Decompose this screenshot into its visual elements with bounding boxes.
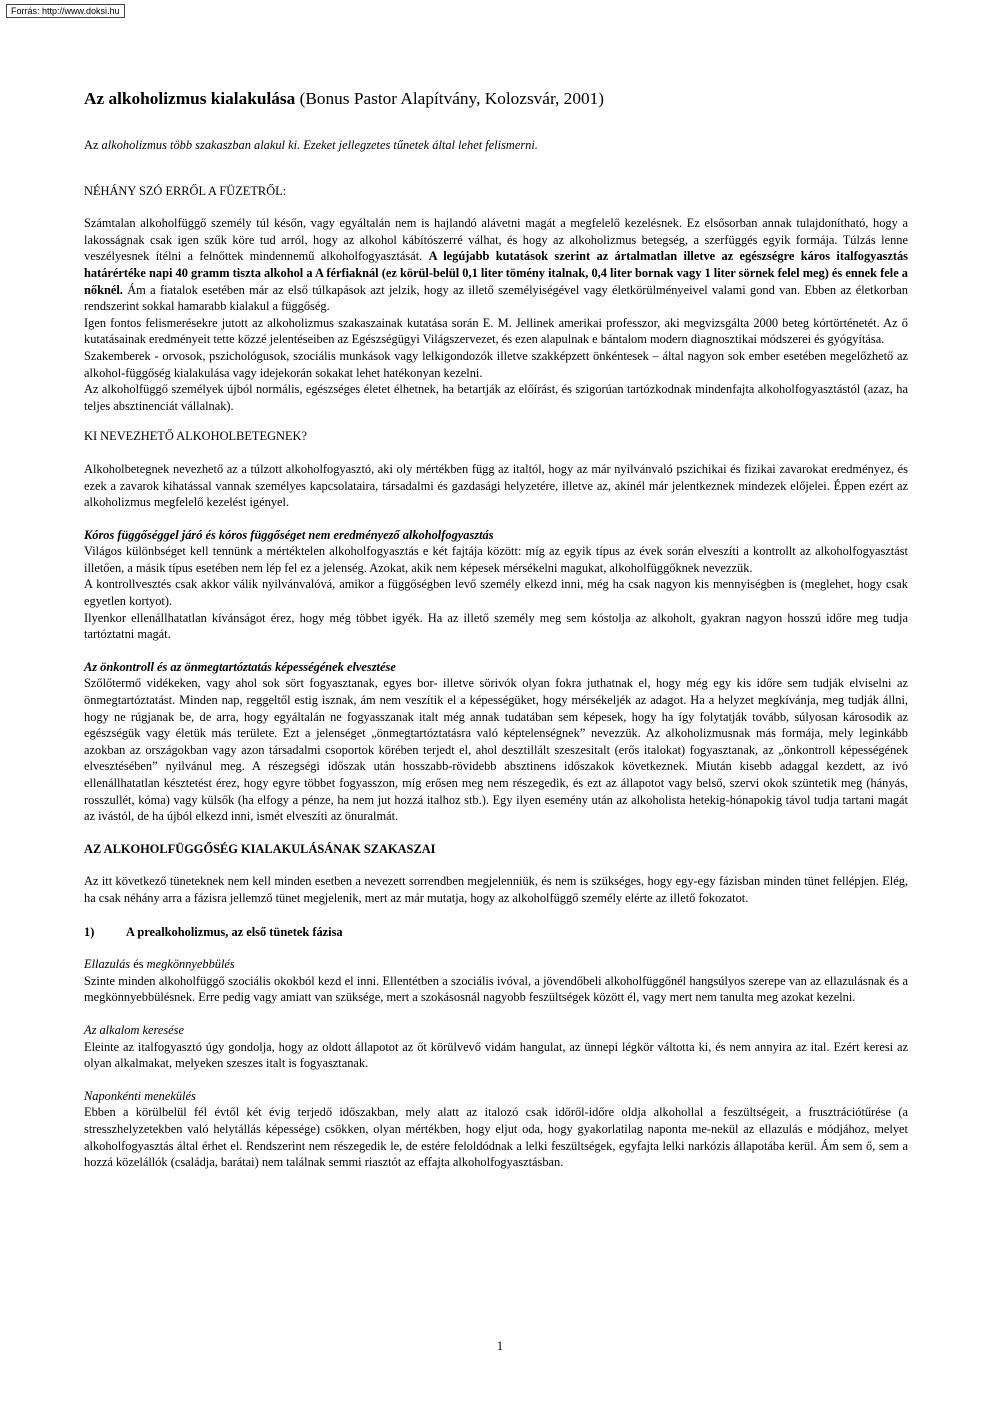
paragraph: Az alkoholfüggő személyek újból normális, egészséges életet élhetnek, ha betartják az előírást, és szigorúan tartózkodnak mindenfajta alkoholfogyasztástól (azaz, ha teljes absztinenciát vállalnak). (84, 382, 908, 413)
paragraph (84, 215, 908, 315)
paragraph: Szinte minden alkoholfüggő szociális okokból kezd el inni. Ellentétben a szociális ivóval, a jövendőbeli alkoholfüggőnél hangsúlyos szerepe van az ellazulásnak és a megkönnyebbülésnek. Erre pedig vagy amiatt van szüksége, mert a szokásosnál nagyobb feszültségek között él, vagy mert nem tanulta meg azokat kezelni. (84, 973, 908, 1005)
phase-title: A prealkoholizmus, az első tünetek fázisa (126, 924, 343, 939)
intro-lead: Az (84, 138, 99, 152)
paragraph: Szakemberek - orvosok, pszichológusok, szociális munkások vagy lelkigondozók illetve szakképzett önkéntesek – által nagyon sok ember esetében megelőzhető az alkohol-függőség kialakulása vagy idejekorán sokakat lehet hatékonyan kezelni. (84, 348, 908, 380)
paragraph-text: Ám a fiatalok esetében már az első túlkapások azt jelzik, hogy az illető személyiségével vagy életkörülményeivel valami gond van. Ebben az életkorban rendszerint sokkal hamarabb kialakul a függőség. (84, 282, 908, 314)
title-main: Az alkoholizmus kialakulása (84, 89, 296, 108)
paragraph: Alkoholbetegnek nevezhető az a túlzott alkoholfogyasztó, aki oly mértékben függ az italtól, hogy az már nyilvánvaló pszichikai és fizikai zavarokat eredményez, és ezek a zavarok kihatással vannak személyes kapcsolataira, társadalmi és gazdasági helyzetére, illetve az, akinél már jelentkeznek mindezek előjelei. Éppen ezért az alkoholizmus megfelelő kezelést igényel. (84, 461, 908, 510)
subheading-relaxation (84, 956, 908, 973)
section-heading-stages: AZ ALKOHOLFÜGGŐSÉG KIALAKULÁSÁNAK SZAKASZAI (84, 841, 436, 856)
paragraph-bold-text: A legújabb kutatások szerint az ártalmatlan illetve az egészségre káros italfogyasztás határértéke napi 40 gramm tiszta alkohol a A férfiaknál (ez körül-belül 0,1 liter tömény italnak, 0,4 liter bornak vagy 1 liter sörnek felel meg) és ennek fele a nőknél. (84, 249, 908, 297)
phase-number: 1) (84, 924, 95, 939)
page-number: 1 (496, 1339, 504, 1353)
paragraph: Igen fontos felismerésekre jutott az alkoholizmus szakaszainak kutatása során E. M. Jellinek amerikai professzor, aki megvizsgálta 2000 beteg kórtörténetét. Az ő kutatásainak eredményeit tette közzé jelentéseiben az Egészségügyi Világszervezet, és ezen alapulnak e bántalom modern diagnosztikai módszerei és gyógyítása. (84, 315, 908, 347)
paragraph: Világos különbséget kell tennünk a mértéktelen alkoholfogyasztás e két fajtája között: míg az egyik típus az évek során elveszíti a kontrollt az alkoholfogyasztást illetően, a másik típus esetében nem lép fel ez a jelenség. Azokat, akik nem képesek mérsékelni magukat, alkoholfüggőknek nevezzük. (84, 544, 908, 575)
paragraph: Eleinte az italfogyasztó úgy gondolja, hogy az oldott állapotot az őt körülvevő vidám hangulat, az ünnepi légkör váltotta ki, és nem annyira az ital. Ezért keresi az olyan alkalmakat, melyeken szeszes italt is fogyasztanak. (84, 1039, 908, 1071)
paragraph-text: Számtalan alkoholfüggő személy túl későn, vagy egyáltalán nem is hajlandó alávetni magát a megfelelő kezelésnek. Ez elsősorban annak tulajdonítható, hogy a lakosságnak csak igen szűk köre tud arról, hogy az alkohol kábítószerré válhat, és hogy az alkoholizmus betegség, a szerfüggés egyik formája. Túlzás lenne veszélyesnek ítélni a felnőttek mindennemű alkoholfogyasztását. (84, 216, 908, 264)
subheading-daily-escape: Naponkénti menekülés (84, 1088, 196, 1103)
paragraph: Ebben a körülbelül fél évtől két évig terjedő időszakban, mely alatt az italozó csak időről-időre oldja alkohollal a feszültségeit, a frusztrációtűrése (a stresszhelyzetekben való helytállás képessége) csökken, olyan mértékben, hogy eljut oda, hogy gyakorlatilag naponta me-nekül az ellazulás e módjához, melyet alkoholfogyasztás által érhet el. Rendszerint nem részegedik le, de estére feloldódnak a lelki feszültségek, egyfajta lelki narkózis állapotába kerül. Ám sem ő, sem a hozzá közelállók (családja, barátai) nem találnak semmi riasztót az effajta alkoholfogyasztásban. (84, 1105, 908, 1170)
subheading-occasion: Az alkalom keresése (84, 1022, 185, 1037)
title-subtitle: (Bonus Pastor Alapítvány, Kolozsvár, 2001) (295, 89, 604, 108)
paragraph: A kontrollvesztés csak akkor válik nyilvánvalóvá, amikor a függőségben levő személy elkezd inni, még ha csak nagyon kis mennyiségben is (meglehet, hogy csak egyetlen kortyot). (84, 577, 908, 609)
paragraph: Ilyenkor ellenállhatatlan kívánságot érez, hogy még többet igyék. Ha az illető személy meg sem kóstolja az alkoholt, gyakran nagyon hosszú időre meg tudja tartóztatni magát. (84, 610, 908, 642)
subheading-part: megkönnyebbülés (146, 957, 235, 972)
source-label: Forrás: http://www.doksi.hu (6, 4, 125, 18)
subheading-conjunction: és (130, 957, 147, 972)
section-heading-about: NÉHÁNY SZÓ ERRŐL A FÜZETRŐL: (84, 183, 287, 198)
section-heading-alcoholic: KI NEVEZHETŐ ALKOHOLBETEGNEK? (84, 429, 307, 444)
paragraph: Az itt következő tüneteknek nem kell minden esetben a nevezett sorrendben megjelenniük, és nem is szükséges, hogy egy-egy fázisban minden tünet fellépjen. Elég, ha csak néhány arra a fázisra jellemző tünet megjelenik, mert az már mutatja, hogy az alkoholfüggő személy elérte az illető fokozatot. (84, 874, 908, 905)
subheading-dependency: Kóros függőséggel járó és kóros függőséget nem eredményező alkoholfogyasztás (84, 527, 494, 542)
subheading-self-control: Az önkontroll és az önmegtartóztatás képességének elvesztése (84, 659, 396, 674)
document-title (84, 88, 908, 110)
subheading-part: Ellazulás (84, 957, 131, 972)
paragraph: Szőlőtermő vidékeken, vagy ahol sok sört fogyasztanak, egyes bor- illetve sörivók olyan fokra juthatnak el, hogy még egy kis időre sem tudják elviselni az önmegtartóztatást. Minden nap, reggeltől estig isznak, ám nem veszítik el a képességüket, hogy mérsékeljék az adagot. Ha a helyzet megkívánja, meg tudják állni, hogy ne rúgjanak be, de arra, hogy egyáltalán ne fogyasszanak italt még annak tudatában sem képesek, hogy ha így folytatják tovább, súlyosan károsodik az egészségük vagy életük más területe. Ezt a jelenséget „önmegtartóztatásra való képtelenségnek” nevezzük. Az alkoholizmusnak más formája, mely leginkább azokban az országokban vagy azon társadalmi csoportok körében terjedt el, ahol desztillált szeszesitalt (erős italokat) fogyasztanak, az „önkontroll képességének elvesztésében” nyilvánul meg. A részegségi időszak után hosszabb-rövidebb absztinens időszakok következnek. Miután kisebb adaggal kezdett, az ivó ellenállhatatlan késztetést érez, hogy egyre többet fogyasszon, míg erősen meg nem részegedik, és ezt az állapotot vagy belső, szervi okok szüntetik meg (hányás, rosszullét, kóma) vagy külsők (ha elfogy a pénze, ha nem jut hozzá italhoz stb.). Egy ilyen esemény után az alkoholista hetekig-hónapokig távol tudja tartani magát az ivástól, de ha újból elkezd inni, ismét elveszíti az önuralmát. (84, 676, 908, 824)
document-page (84, 82, 908, 1171)
intro-text: alkoholizmus több szakaszban alakul ki. Ezeket jellegzetes tűnetek által lehet felismerni. (98, 138, 538, 152)
intro-line (84, 137, 908, 154)
phase-heading (84, 924, 908, 941)
